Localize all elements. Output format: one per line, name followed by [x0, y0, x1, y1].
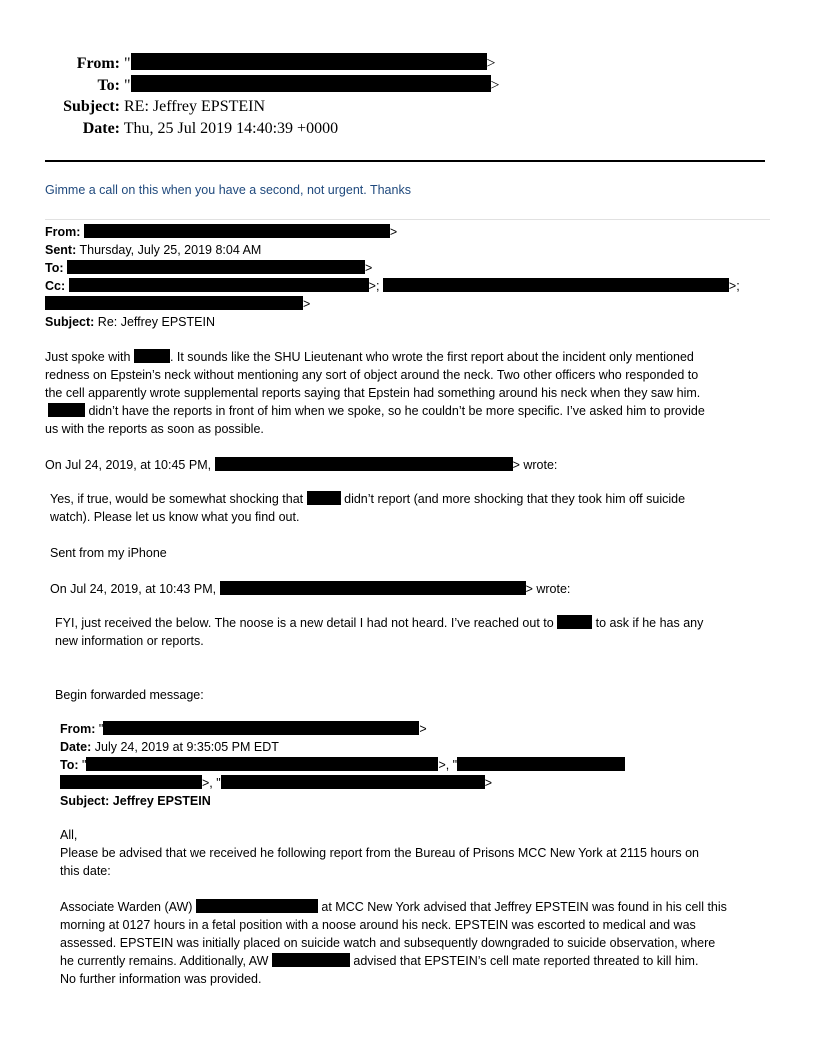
msg1-body-text: Just spoke with — [45, 350, 134, 364]
header-from — [60, 53, 496, 74]
msg1-body-line-3: the cell apparently wrote supplemental reports saying that Epstein had something around his neck when they saw him. — [45, 386, 701, 400]
header-date-value: Thu, 25 Jul 2019 14:40:39 +0000 — [123, 120, 339, 137]
redaction-box — [196, 899, 318, 913]
msg1-body-text: didn’t have the reports in front of him when we spoke, so he couldn’t be more specific. I’ve asked him to provide — [85, 404, 705, 418]
msg1-body-line-1 — [45, 348, 694, 366]
fwd-to-label: To: — [60, 758, 79, 772]
msg1-sent-label: Sent: — [45, 243, 77, 257]
redaction-box — [383, 278, 729, 292]
header-date — [60, 119, 338, 139]
fwd-p2-line-5: No further information was provided. — [60, 972, 262, 986]
fwd-greeting: All, — [60, 828, 78, 842]
fwd-p2-text: advised that EPSTEIN’s cell mate reported threated to kill him. — [349, 954, 699, 968]
fwd-from-prefix: " — [95, 722, 104, 736]
fwd-to-sep: >, " — [438, 758, 458, 772]
msg1-cc-sep1: >; — [368, 279, 380, 293]
redaction-box — [45, 296, 303, 310]
header-from-label: From: — [76, 55, 120, 72]
quote2-on-prefix: On Jul 24, 2019, at 10:43 PM, — [50, 582, 220, 596]
msg1-subject-value: Re: Jeffrey EPSTEIN — [97, 315, 215, 329]
reply-divider — [45, 219, 770, 220]
header-to — [60, 75, 500, 96]
redaction-box — [69, 278, 369, 292]
fwd-from-label: From: — [60, 722, 96, 736]
msg1-to-label: To: — [45, 261, 64, 275]
quote2-begin-forwarded: Begin forwarded message: — [55, 688, 204, 702]
header-from-suffix: > — [486, 55, 496, 72]
reply-text: Gimme a call on this when you have a second, not urgent. Thanks — [45, 183, 411, 197]
quote2-on-line — [50, 580, 570, 598]
redaction-box — [215, 457, 513, 471]
quote2-body-text: to ask if he has any — [592, 616, 704, 630]
fwd-date-label: Date: — [60, 740, 92, 754]
msg1-from — [45, 223, 397, 241]
msg1-body-text: . It sounds like the SHU Lieutenant who wrote the first report about the incident only mentioned — [169, 350, 694, 364]
redaction-box — [86, 757, 438, 771]
redaction-box — [103, 721, 419, 735]
fwd-p1-line-2: this date: — [60, 864, 111, 878]
msg1-from-label: From: — [45, 225, 81, 239]
fwd-p2-line-3: assessed. EPSTEIN was initially placed on suicide watch and subsequently downgraded to suicide observation, where — [60, 936, 716, 950]
msg1-cc-sep2: >; — [728, 279, 740, 293]
redaction-box — [272, 953, 350, 967]
msg1-subject — [45, 313, 215, 331]
header-divider — [45, 160, 765, 162]
quote2-body-line-2: new information or reports. — [55, 634, 204, 648]
msg1-subject-label: Subject: — [45, 315, 95, 329]
fwd-subject-value: Jeffrey EPSTEIN — [112, 794, 211, 808]
redaction-box — [221, 775, 485, 789]
fwd-to-sep2: >, " — [202, 776, 221, 790]
fwd-from — [60, 720, 427, 738]
quote1-on-line — [45, 456, 557, 474]
fwd-to — [60, 756, 625, 774]
fwd-p2-line-4 — [60, 952, 698, 970]
redaction-box — [557, 615, 592, 629]
header-from-prefix: " — [124, 55, 131, 72]
fwd-date — [60, 738, 279, 756]
msg1-body-line-5: us with the reports as soon as possible. — [45, 422, 264, 436]
redaction-box — [307, 491, 341, 505]
redaction-box — [48, 403, 85, 417]
fwd-p2-line-2: morning at 0127 hours in a fetal position with a noose around his neck. EPSTEIN was escorted to medical and was — [60, 918, 696, 932]
quote1-body-line-2: watch). Please let us know what you find out. — [50, 510, 300, 524]
msg1-cc — [45, 277, 740, 295]
quote2-body-text: FYI, just received the below. The noose is a new detail I had not heard. I’ve reached out to — [55, 616, 558, 630]
quote1-body-text: Yes, if true, would be somewhat shocking that — [50, 492, 307, 506]
header-to-suffix: > — [490, 77, 500, 94]
msg1-cc-label: Cc: — [45, 279, 66, 293]
msg1-cc-suffix: > — [303, 297, 311, 311]
quote2-on-suffix: > wrote: — [525, 582, 571, 596]
header-subject-value: RE: Jeffrey EPSTEIN — [124, 98, 266, 115]
quote1-body-text: didn’t report (and more shocking that they took him off suicide — [340, 492, 686, 506]
redaction-box — [67, 260, 365, 274]
header-subject — [60, 97, 265, 117]
quote1-body-line-1 — [50, 490, 685, 508]
fwd-to-prefix: " — [78, 758, 87, 772]
quote1-on-suffix: > wrote: — [512, 458, 558, 472]
fwd-subject-label: Subject: — [60, 794, 110, 808]
msg1-to-suffix: > — [365, 261, 373, 275]
msg1-to — [45, 259, 372, 277]
fwd-from-suffix: > — [419, 722, 427, 736]
redaction-box — [457, 757, 625, 771]
header-to-prefix: " — [124, 77, 131, 94]
header-to-label: To: — [97, 77, 120, 94]
fwd-to-suffix: > — [484, 776, 492, 790]
redaction-box — [84, 224, 390, 238]
fwd-p2-text: he currently remains. Additionally, AW — [60, 954, 272, 968]
fwd-p2-line-1 — [60, 898, 727, 916]
fwd-to-cont — [60, 774, 492, 792]
fwd-date-value: July 24, 2019 at 9:35:05 PM EDT — [94, 740, 279, 754]
fwd-subject — [60, 792, 211, 810]
msg1-body-line-2: redness on Epstein’s neck without mentioning any sort of object around the neck. Two other officers who responded to — [45, 368, 699, 382]
redaction-box — [60, 775, 202, 789]
msg1-sent-value: Thursday, July 25, 2019 8:04 AM — [79, 243, 262, 257]
msg1-from-suffix: > — [389, 225, 398, 239]
header-date-label: Date: — [82, 120, 120, 137]
redaction-box — [131, 75, 491, 92]
msg1-body-line-4 — [45, 402, 705, 420]
msg1-cc-cont — [45, 295, 310, 313]
msg1-sent — [45, 241, 261, 259]
fwd-p2-text: at MCC New York advised that Jeffrey EPSTEIN was found in his cell this — [317, 900, 727, 914]
header-subject-label: Subject: — [63, 98, 120, 115]
fwd-p1-line-1: Please be advised that we received he following report from the Bureau of Prisons MCC New York at 2115 hours on — [60, 846, 700, 860]
quote2-body-line-1 — [55, 614, 703, 632]
quote1-sent-from: Sent from my iPhone — [50, 546, 167, 560]
quote1-on-prefix: On Jul 24, 2019, at 10:45 PM, — [45, 458, 215, 472]
fwd-p2-text: Associate Warden (AW) — [60, 900, 196, 914]
redaction-box — [134, 349, 170, 363]
redaction-box — [220, 581, 526, 595]
redaction-box — [131, 53, 487, 70]
